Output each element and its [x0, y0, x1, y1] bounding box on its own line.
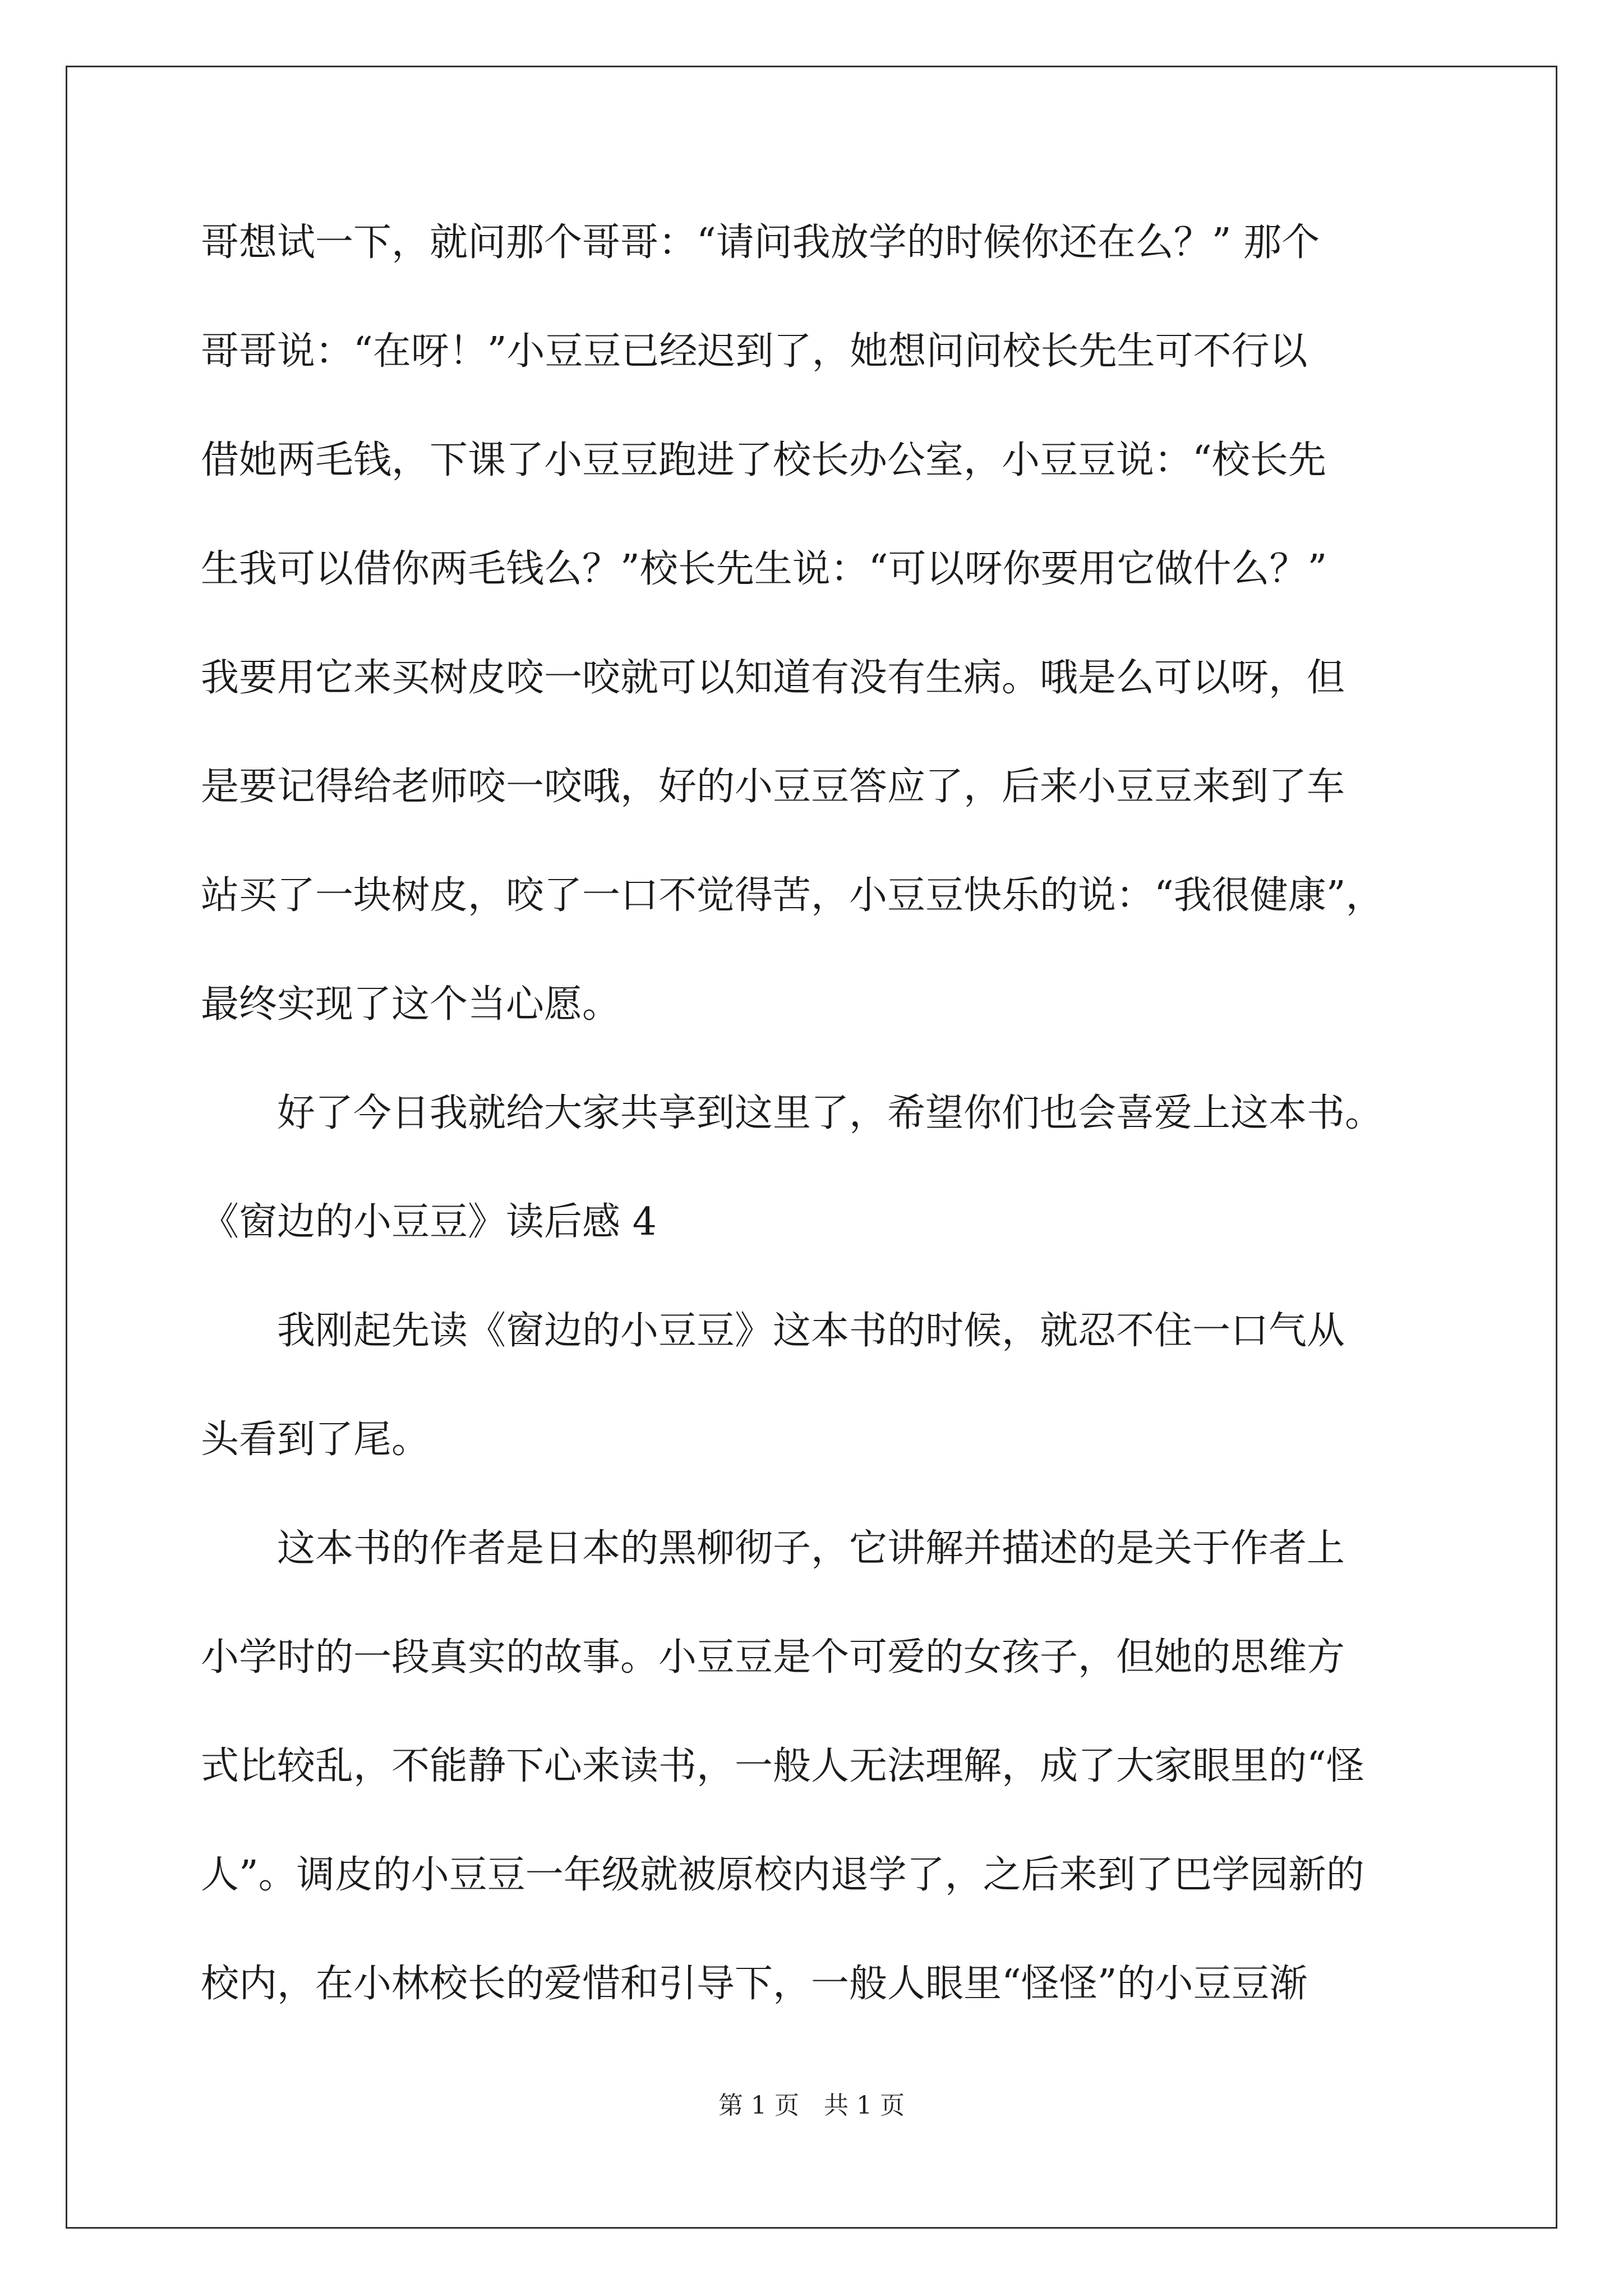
text-line: 小学时的一段真实的故事。小豆豆是个可爱的女孩子，但她的思维方 [201, 1635, 1345, 1680]
text-line: 人”。调皮的小豆豆一年级就被原校内退学了，之后来到了巴学园新的 [201, 1853, 1364, 1897]
text-line: 式比较乱，不能静下心来读书，一般人无法理解，成了大家眼里的“怪 [201, 1744, 1364, 1788]
page-footer: 第 1 页 共 1 页 [718, 2091, 905, 2120]
text-line: 头看到了尾。 [201, 1418, 430, 1462]
text-line: 生我可以借你两毛钱么？”校长先生说：“可以呀你要用它做什么？” [201, 547, 1327, 591]
text-line: 最终实现了这个当心愿。 [201, 982, 621, 1027]
text-line: 我要用它来买树皮咬一咬就可以知道有没有生病。哦是么可以呀，但 [201, 656, 1345, 700]
text-line: 哥哥说：“在呀！”小豆豆已经迟到了，她想问问校长先生可不行以 [201, 329, 1308, 374]
page-border [66, 66, 1557, 2229]
text-line: 站买了一块树皮，咬了一口不觉得苦，小豆豆快乐的说：“我很健康”， [201, 873, 1384, 918]
text-line: 哥想试一下，就问那个哥哥：“请问我放学的时候你还在么？” 那个 [201, 220, 1320, 265]
paragraph-line: 好了今日我就给大家共享到这里了，希望你们也会喜爱上这本书。 [201, 1091, 1384, 1135]
paragraph-line: 我刚起先读《窗边的小豆豆》这本书的时候，就忍不住一口气从 [201, 1309, 1345, 1353]
paragraph-line: 这本书的作者是日本的黑柳彻子，它讲解并描述的是关于作者上 [201, 1526, 1345, 1571]
text-line: 借她两毛钱，下课了小豆豆跑进了校长办公室，小豆豆说：“校长先 [201, 438, 1326, 482]
text-line: 校内，在小林校长的爱惜和引导下，一般人眼里“怪怪”的小豆豆渐 [201, 1962, 1308, 2006]
text-line: 是要记得给老师咬一咬哦，好的小豆豆答应了，后来小豆豆来到了车 [201, 765, 1345, 809]
section-heading: 《窗边的小豆豆》读后感 4 [201, 1200, 657, 1244]
